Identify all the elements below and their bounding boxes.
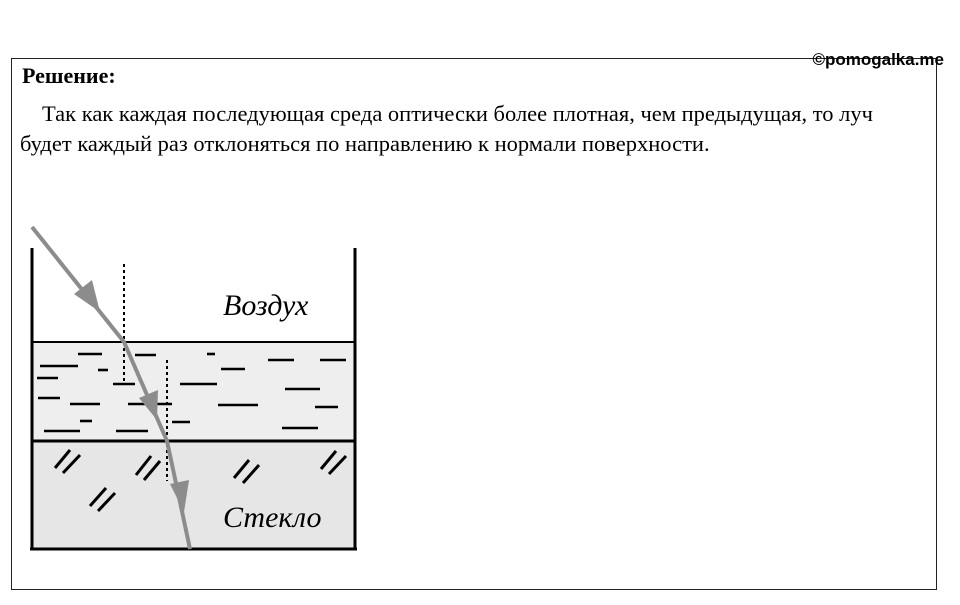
glass-label: Стекло: [223, 501, 322, 534]
water-layer: [32, 342, 355, 441]
watermark: ©pomogalka.me: [812, 50, 944, 69]
air-label: Воздух: [223, 289, 309, 322]
solution-text: Так как каждая последующая среда оптически более плотная, чем предыдущая, то луч будет каждый раз отклоняться по направлению к нормали поверхности.: [20, 101, 873, 156]
solution-heading: Решение:: [22, 63, 116, 88]
